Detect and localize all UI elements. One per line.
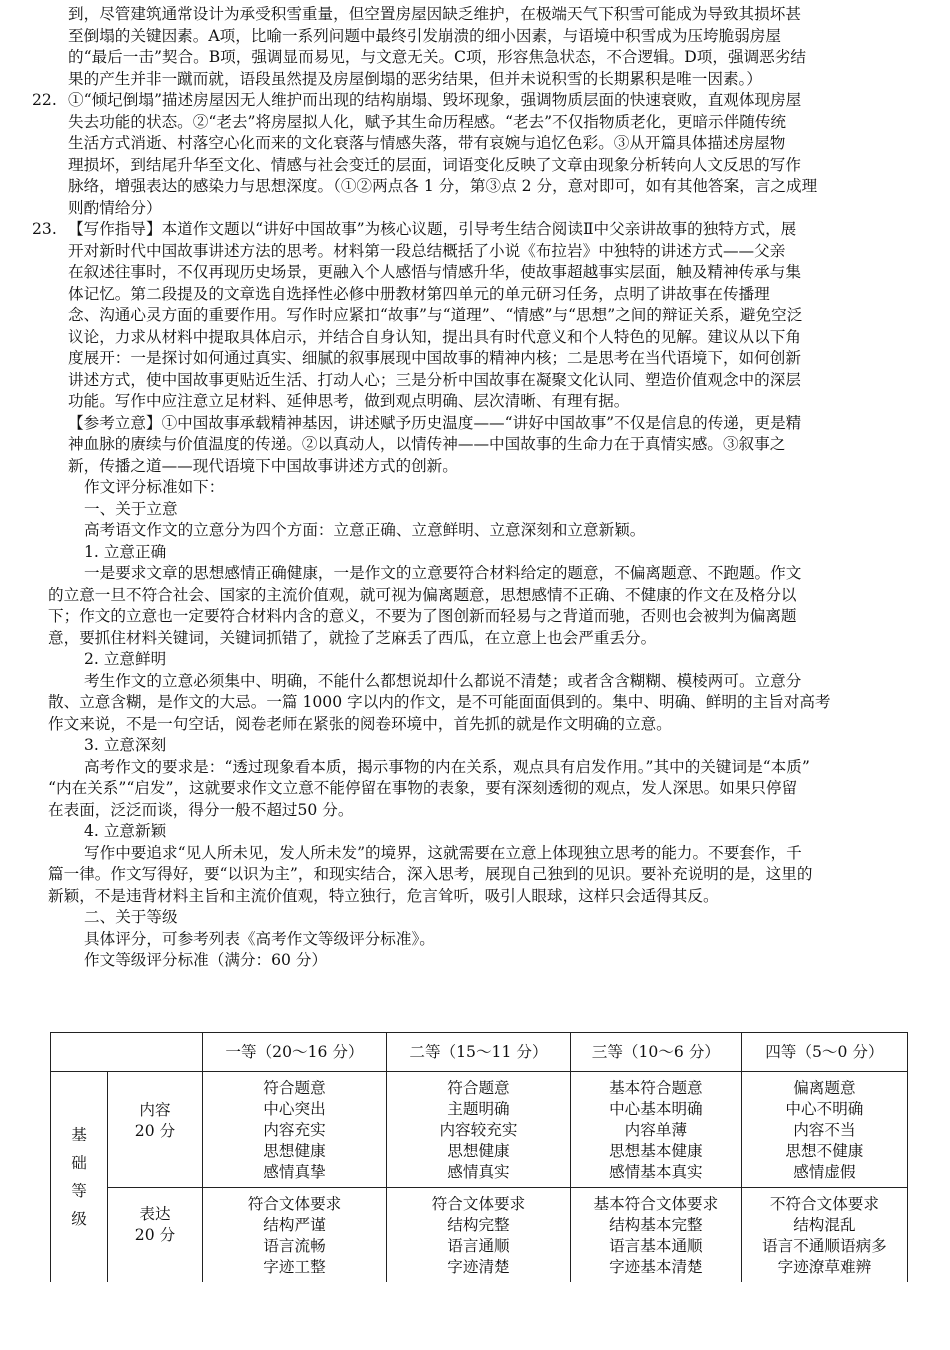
cell-line: 语言通顺: [447, 1237, 510, 1255]
table-cell: [741, 1072, 907, 1188]
cell-line: 感情真挚: [263, 1163, 326, 1181]
text-line: 讲述方式，使中国故事更贴近生活、打动人心；三是分析中国故事在凝聚文化认同、塑造价值观念中的深层: [68, 370, 801, 389]
previous-answer-paragraph: [68, 4, 908, 90]
cell-line: 感情真实: [447, 1163, 510, 1181]
cell-line: 字迹清楚: [447, 1258, 510, 1276]
answer-page: [32, 4, 908, 972]
text-line: 在叙述往事时，不仅再现历史场景，更融入个人感悟与情感升华，使故事超越事实层面，触及精神传承与集: [68, 263, 801, 281]
text-line: 果的产生并非一蹴而就，语段虽然提及房屋倒塌的恶劣结果，但并未说积雪的长期累积是唯一因素。）: [68, 69, 762, 88]
grading-table: [50, 1032, 908, 1282]
text-line: 议论，力求从材料中提取具体启示，并结合自身认知，提出具有时代意义和个人特色的见解。建议从以下角: [68, 327, 801, 346]
text-line: 开对新时代中国故事讲述方法的思考。材料第一段总结概括了小说《布拉岩》中独特的讲述方式——父亲: [68, 241, 786, 260]
text-line: 具体评分，可参考列表《高考作文等级评分标准》。: [84, 929, 435, 948]
row-label: [108, 1072, 203, 1188]
cell-line: 感情基本真实: [609, 1163, 703, 1181]
cell-line: 结构混乱: [793, 1216, 856, 1234]
cell-line: 思想不健康: [785, 1142, 864, 1160]
text-line: 下；作文的立意也一定要符合材料内含的意义，不要为了图创新而轻易与之背道而驰，否则也会被判为偏离题: [48, 607, 797, 625]
group-char: 级: [71, 1210, 87, 1228]
section-intro: 高考语文作文的立意分为四个方面：立意正确、立意鲜明、立意深刻和立意新颖。: [84, 521, 646, 539]
writing-guide: [68, 219, 908, 413]
group-char: 等: [71, 1182, 87, 1200]
cell-line: 语言不通顺语病多: [762, 1237, 887, 1255]
section-title: 一、关于立意: [84, 499, 178, 518]
text-line: 作文来说，不是一句空话，阅卷老师在紧张的阅卷环境中，首先抓的就是作文明确的立意。: [48, 714, 672, 733]
cell-line: 中心突出: [263, 1100, 326, 1118]
text-line: 至倒塌的关键因素。A项，比喻一系列问题中最终引发崩溃的细小因素，与语境中积雪成为压垮脆弱房屋: [68, 26, 781, 45]
text-line: “内在关系”“启发”，这就要求作文立意不能停留在事物的表象，要有深刻透彻的观点，发人深思。如果只停留: [48, 779, 798, 797]
table-cell: [570, 1072, 741, 1188]
text-line: 散、立意含糊，是作文的大忌。一篇 1000 字以内的作文，是不可能面面俱到的。集中、明确、鲜明的主旨对高考: [48, 693, 831, 711]
cell-line: 字迹工整: [263, 1258, 326, 1276]
reference-ideas: [68, 413, 908, 478]
table-corner: [51, 1033, 108, 1072]
table-corner: [108, 1033, 203, 1072]
cell-line: 字迹潦草难辨: [777, 1258, 872, 1276]
cell-line: 感情虚假: [793, 1163, 856, 1181]
text-line: 到，尽管建筑通常设计为承受积雪重量，但空置房屋因缺乏维护，在极端天气下积雪可能成为导致其损坏甚: [68, 5, 801, 23]
row-label-line: 内容: [139, 1101, 171, 1119]
text-line: 度展开：一是探讨如何通过真实、细腻的叙事展现中国故事的精神内核；二是思考在当代语境下，如何创新: [68, 349, 801, 367]
cell-line: 内容较充实: [439, 1121, 518, 1139]
cell-line: 符合题意: [447, 1079, 510, 1097]
text-line: 写作中要追求“见人所未见，发人所未发”的境界，这就需要在立意上体现独立思考的能力。不要套作，千: [84, 843, 802, 862]
text-line: 脉络，增强表达的感染力与思想深度。（①②两点各 1 分，第③点 2 分，意对即可，如有其他答案，言之成理: [68, 177, 818, 195]
table-cell: [741, 1188, 907, 1283]
table-cell: [203, 1072, 387, 1188]
cell-line: 主题明确: [447, 1100, 510, 1118]
point-title: 2. 立意鲜明: [84, 650, 167, 668]
row-label: [108, 1188, 203, 1283]
text-line: 考生作文的立意必须集中、明确，不能什么都想说却什么都说不清楚；或者含含糊糊、模棱两可。立意分: [84, 671, 802, 690]
text-line: 的立意一旦不符合社会、国家的主流价值观，就可视为偏离题意，思想感情不正确、不健康的作文在及格分以: [48, 585, 797, 604]
text-line: 体记忆。第二段提及的文章选自选择性必修中册教材第四单元的单元研习任务，点明了讲故事在传播理: [68, 284, 770, 303]
table-cell: [386, 1188, 570, 1283]
section-title: 二、关于等级: [84, 908, 178, 926]
text-line: 功能。写作中应注意立足材料、延伸思考，做到观点明确、层次清晰、有理有据。: [68, 392, 630, 410]
text-line: 篇一律。作文写得好，要“以识为主”，和现实结合，深入思考，展现自己独到的见识。要补充说明的是，这里的: [48, 865, 813, 883]
text-line: 新颖，不是违背材料主旨和主流价值观，特立独行，危言耸听，吸引人眼球，这样只会适得其反。: [48, 886, 719, 905]
text-line: ①“倾圮倒塌”描述房屋因无人维护而出现的结构崩塌、毁坏现象，强调物质层面的快速衰败，直观体现房屋: [68, 91, 802, 109]
table-row: [51, 1072, 908, 1188]
table-cell: [386, 1072, 570, 1188]
text-line: 新，传播之道——现代语境下中国故事讲述方式的创新。: [68, 456, 458, 475]
cell-line: 思想健康: [263, 1142, 326, 1160]
text-line: 生活方式消逝、村落空心化而来的文化衰落与情感失落，带有哀婉与追忆色彩。③从开篇具体描述房屋物: [68, 134, 786, 152]
table-title: 作文等级评分标准（满分：60 分）: [84, 951, 328, 969]
grading-standards: [48, 477, 908, 972]
question-23-answer: 23. 【写作指导】本道作文题以“讲好中国故事”为核心议题，引导考生结合阅读Ⅱ中父亲讲故事的独特方式，展 开对新时代中国故事讲述方法的思考。材料第一段总结概括了小说《布拉岩》中独特的讲述方式——父亲 在叙述往事时，不仅再现历史场景，更融入个人感悟与情感升华，使故事超越事实层面，触及精神传承与集 体记忆。第二段提及的文章选自选择性必修中册教材第四单元的单元研习任务，点明了讲故事在传播理 念、沟通心灵方面的重要作用。写作时应紧扣“故事”与“道理”、“情感”与“思想”之间的辩证关系，避免空泛 议论，力求从材料中提取具体启示，并结合自身认知，提出具有时代意义和个人特色的见解。建议从以下角 度展开：一是探讨如何通过真实、细腻的叙事展现中国故事的精神内核；二是思考在当代语境下，如何创新 讲述方式，使中国故事更贴近生活、打动人心；三是分析中国故事在凝聚文化认同、塑造价值观念中的深层 功能。写作中应注意立足材料、延伸思考，做到观点明确、层次清晰、有理有据。 【参考立意】①中国故事承载精神基因，讲述赋予历史温度——“讲好中国故事”不仅是信息的传递，更是精 神血脉的赓续与价值温度的传递。②以真动人，以情传神——中国故事的生命力在于真情实感。③叙事之 新，传播之道——现代语境下中国故事讲述方式的创新。: [68, 219, 908, 477]
cell-line: 符合题意: [263, 1079, 326, 1097]
cell-line: 符合文体要求: [247, 1195, 342, 1213]
header-cell: 三等（10～6 分）: [570, 1033, 741, 1072]
row-label-line: 20 分: [134, 1122, 176, 1140]
cell-line: 中心基本明确: [609, 1100, 703, 1118]
cell-line: 语言基本通顺: [609, 1237, 703, 1255]
group-char: 基: [71, 1126, 87, 1144]
cell-line: 偏离题意: [793, 1079, 856, 1097]
row-label-line: 20 分: [134, 1226, 176, 1244]
row-label-line: 表达: [139, 1205, 171, 1223]
question-22-answer: 22. ①“倾圮倒塌”描述房屋因无人维护而出现的结构崩塌、毁坏现象，强调物质层面的快速衰败，直观体现房屋 失去功能的状态。②“老去”将房屋拟人化，赋予其生命历程感。“老去”不仅指物质老化，更暗示伴随传统 生活方式消逝、村落空心化而来的文化衰落与情感失落，带有哀婉与追忆色彩。③从开篇具体描述房屋物 理损坏，到结尾升华至文化、情感与社会变迁的层面，词语变化反映了文章由现象分析转向人文反思的写作 脉络，增强表达的感染力与思想深度。（①②两点各 1 分，第③点 2 分，意对即可，如有其他答案，言之成理 则酌情给分）: [68, 90, 908, 219]
cell-line: 内容单薄: [624, 1121, 688, 1139]
cell-line: 思想健康: [447, 1142, 510, 1160]
text-line: 【参考立意】①中国故事承载精神基因，讲述赋予历史温度——“讲好中国故事”不仅是信息的传递，更是精: [68, 413, 802, 432]
text-line: 在表面，泛泛而谈，得分一般不超过50 分。: [48, 800, 354, 819]
cell-line: 中心不明确: [785, 1100, 864, 1118]
table-row: [51, 1188, 908, 1283]
cell-line: 符合文体要求: [431, 1195, 526, 1213]
text-line: 一是要求文章的思想感情正确健康，一是作文的立意要符合材料给定的题意，不偏离题意、不跑题。作文: [84, 564, 802, 582]
table-header-row: [51, 1033, 908, 1072]
text-line: 【写作指导】本道作文题以“讲好中国故事”为核心议题，引导考生结合阅读Ⅱ中父亲讲故事的独特方式，展: [68, 220, 797, 238]
cell-line: 不符合文体要求: [769, 1195, 879, 1213]
text-line: 神血脉的赓续与价值温度的传递。②以真动人，以情传神——中国故事的生命力在于真情实感。③叙事之: [68, 435, 786, 453]
text-line: 则酌情给分）: [68, 198, 162, 217]
text-line: 失去功能的状态。②“老去”将房屋拟人化，赋予其生命历程感。“老去”不仅指物质老化，更暗示伴随传统: [68, 112, 787, 131]
cell-line: 基本符合题意: [609, 1079, 703, 1097]
table-cell: [203, 1188, 387, 1283]
table-cell: [570, 1188, 741, 1283]
group-label: [51, 1072, 108, 1283]
cell-line: 结构严谨: [263, 1216, 326, 1234]
header-cell: 四等（5～0 分）: [741, 1033, 907, 1072]
group-char: 础: [71, 1154, 87, 1172]
cell-line: 思想基本健康: [609, 1142, 703, 1160]
cell-line: 内容充实: [263, 1121, 326, 1139]
cell-line: 结构基本完整: [609, 1216, 703, 1234]
text-line: 意，要抓住材料关键词，关键词抓错了，就捡了芝麻丢了西瓜，在立意上也会严重丢分。: [48, 628, 657, 647]
header-cell: 一等（20～16 分）: [203, 1033, 387, 1072]
header-cell: 二等（15～11 分）: [386, 1033, 570, 1072]
cell-line: 字迹基本清楚: [609, 1258, 703, 1276]
point-title: 3. 立意深刻: [84, 736, 167, 754]
cell-line: 基本符合文体要求: [593, 1195, 719, 1213]
point-title: 1. 立意正确: [84, 542, 167, 561]
text-line: 高考作文的要求是：“透过现象看本质，揭示事物的内在关系，观点具有启发作用。”其中的关键词是“本质”: [84, 757, 810, 776]
cell-line: 结构完整: [447, 1216, 510, 1234]
cell-line: 内容不当: [793, 1121, 856, 1139]
standards-intro: 作文评分标准如下：: [84, 478, 225, 496]
text-line: 念、沟通心灵方面的重要作用。写作时应紧扣“故事”与“道理”、“情感”与“思想”之间的辩证关系，避免空泛: [68, 306, 803, 324]
point-title: 4. 立意新颖: [84, 822, 167, 840]
text-line: 的“最后一击”契合。B项，强调显而易见，与文意无关。C项，形容焦急状态，不合逻辑。D项，强调恶劣结: [68, 48, 806, 66]
cell-line: 语言流畅: [263, 1237, 326, 1255]
text-line: 理损坏，到结尾升华至文化、情感与社会变迁的层面，词语变化反映了文章由现象分析转向人文反思的写作: [68, 155, 801, 174]
